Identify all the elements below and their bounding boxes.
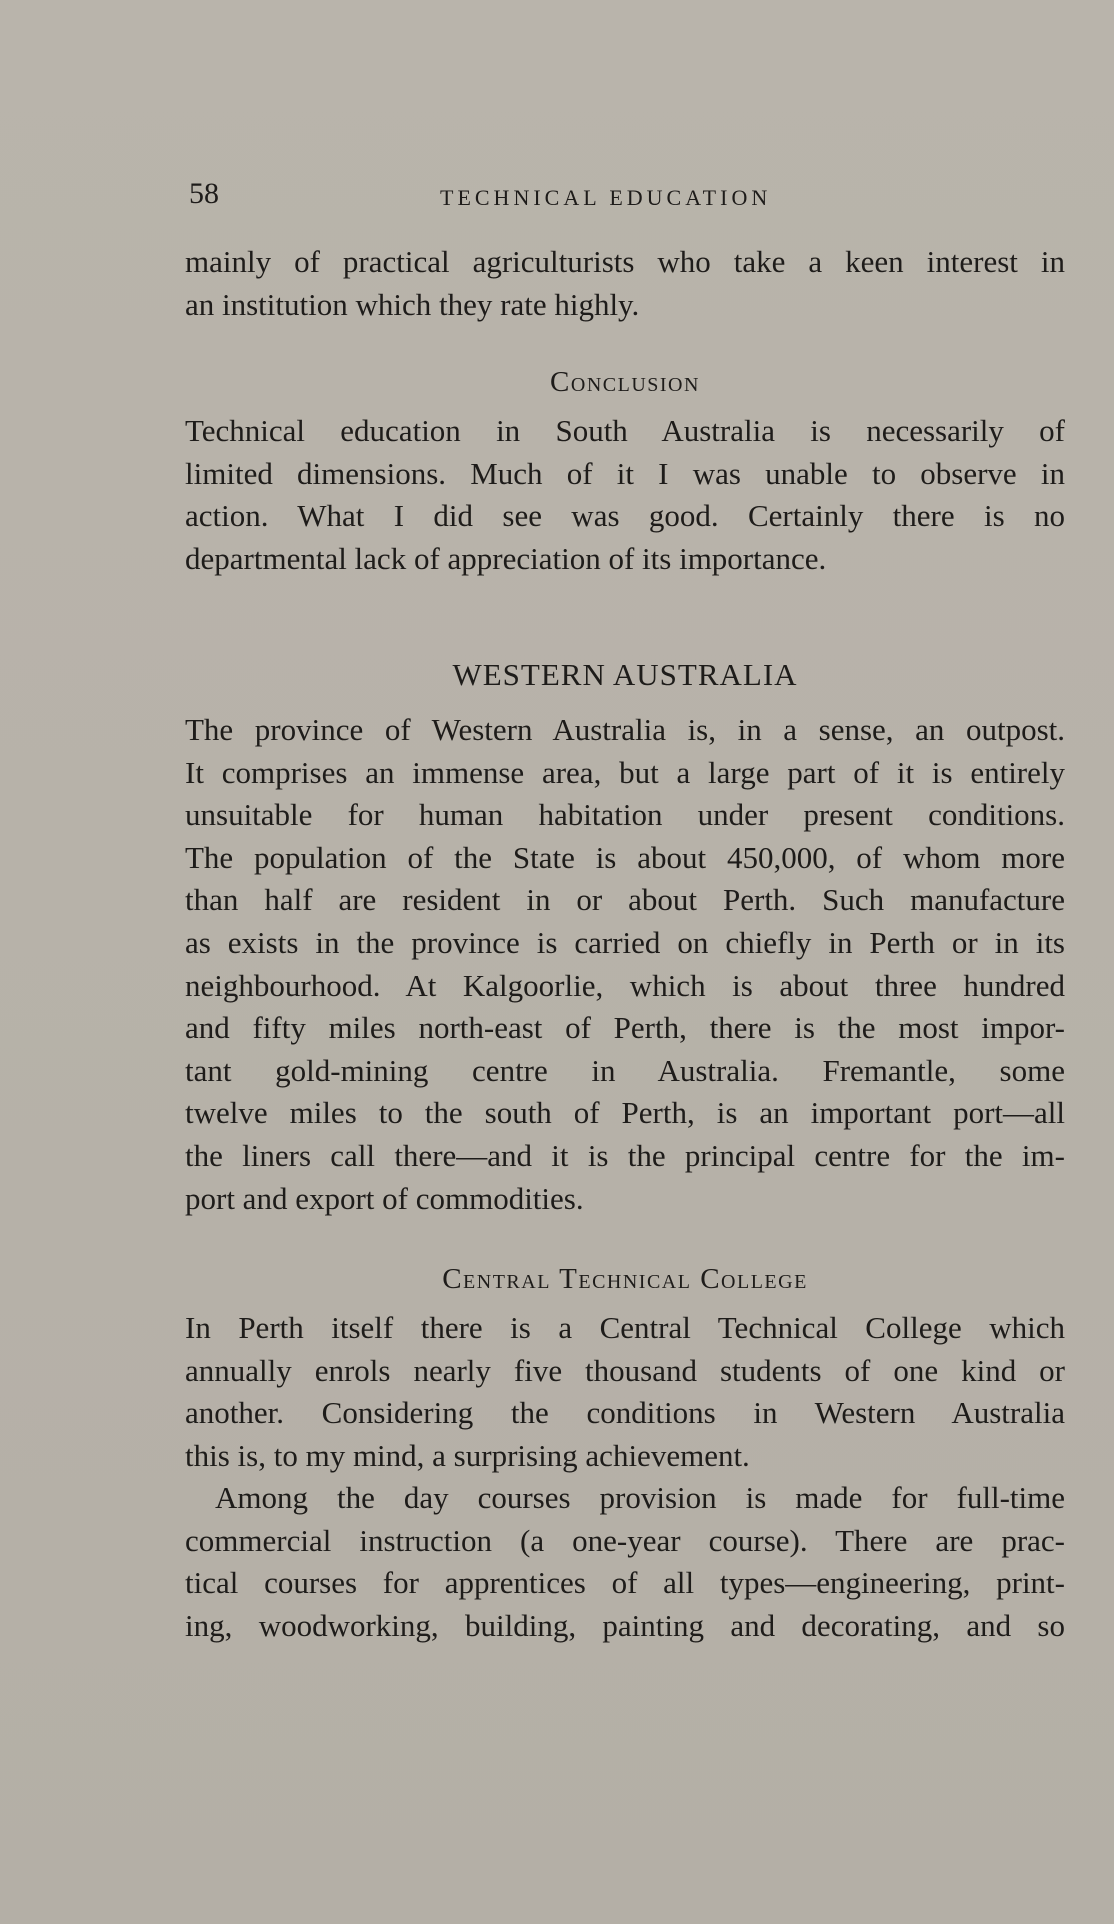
text-line: as exists in the province is carried on chiefly in Perth or in its — [185, 924, 1065, 960]
text-line: neighbourhood. At Kalgoorlie, which is about three hundred — [185, 967, 1065, 1003]
text-line: this is, to my mind, a surprising achievement. — [185, 1437, 750, 1473]
college-paragraph-1 — [185, 1307, 1065, 1477]
text-line: the liners call there—and it is the principal centre for the im- — [185, 1137, 1065, 1173]
text-line: departmental lack of appreciation of its importance. — [185, 540, 827, 576]
text-line: port and export of commodities. — [185, 1180, 584, 1216]
western-australia-heading: WESTERN AUSTRALIA — [452, 657, 798, 692]
conclusion-paragraph — [185, 410, 1065, 580]
text-line: and fifty miles north-east of Perth, there is the most impor- — [185, 1010, 1065, 1046]
text-line: tical courses for apprentices of all types—engineering, print- — [185, 1565, 1065, 1601]
text-line: an institution which they rate highly. — [185, 286, 640, 322]
text-line: than half are resident in or about Perth. Such manufacture — [185, 882, 1065, 918]
text-line: tant gold-mining centre in Australia. Fremantle, some — [185, 1052, 1065, 1088]
text-line: Among the day courses provision is made for full-time — [215, 1480, 1065, 1515]
text-line: ing, woodworking, building, painting and decorating, and so — [185, 1607, 1065, 1643]
text-line: action. What I did see was good. Certainly there is no — [185, 498, 1065, 534]
text-line: The population of the State is about 450,000, of whom more — [185, 839, 1065, 875]
intro-paragraph — [185, 241, 1065, 326]
page-number: 58 — [189, 177, 219, 210]
text-line: annually enrols nearly five thousand students of one kind or — [185, 1352, 1065, 1388]
text-line: twelve miles to the south of Perth, is an important port—all — [185, 1095, 1065, 1131]
text-line: limited dimensions. Much of it I was unable to observe in — [185, 455, 1065, 491]
text-line: another. Considering the conditions in Western Australia — [185, 1395, 1065, 1431]
text-line: It comprises an immense area, but a large part of it is entirely — [185, 754, 1065, 790]
running-title: TECHNICAL EDUCATION — [440, 185, 772, 210]
central-technical-college-heading: Central Technical College — [442, 1263, 808, 1295]
text-line: commercial instruction (a one-year course). There are prac- — [185, 1522, 1065, 1558]
text-line: The province of Western Australia is, in a sense, an outpost. — [185, 712, 1065, 747]
text-line: unsuitable for human habitation under present conditions. — [185, 797, 1065, 833]
western-australia-paragraph — [185, 709, 1065, 1220]
conclusion-heading: Conclusion — [550, 366, 700, 398]
text-line: Technical education in South Australia is necessarily of — [185, 413, 1065, 448]
running-head — [185, 174, 1065, 214]
college-paragraph-2 — [185, 1477, 1065, 1647]
text-line: In Perth itself there is a Central Technical College which — [185, 1310, 1065, 1345]
text-line: mainly of practical agriculturists who take a keen interest in — [185, 244, 1065, 279]
